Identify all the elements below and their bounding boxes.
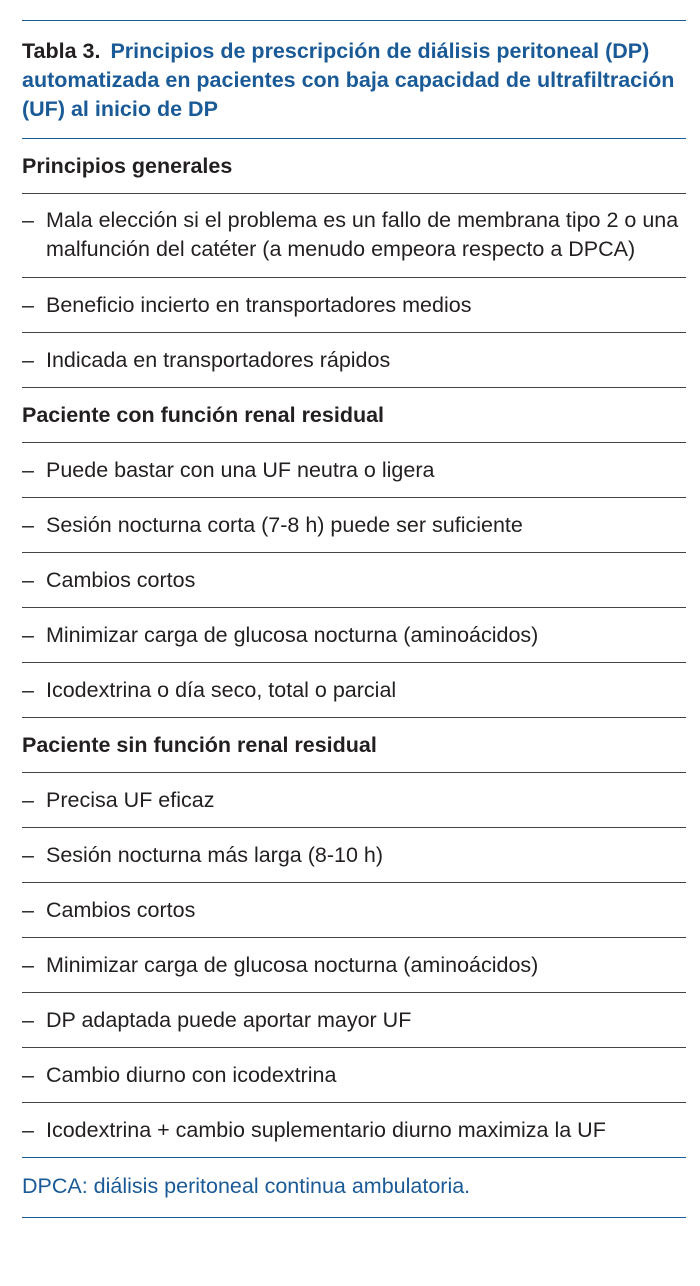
bullet-dash: – bbox=[22, 678, 34, 702]
table-row bbox=[22, 828, 686, 883]
table-row bbox=[22, 443, 686, 498]
table-3 bbox=[22, 20, 686, 1218]
row-text: Icodextrina o día seco, total o parcial bbox=[46, 678, 397, 702]
bullet-dash: – bbox=[22, 293, 34, 317]
row-text: DP adaptada puede aportar mayor UF bbox=[46, 1008, 412, 1032]
bullet-dash: – bbox=[22, 513, 34, 537]
table-row bbox=[22, 883, 686, 938]
section-heading-without-residual-function: Paciente sin función renal residual bbox=[22, 718, 686, 773]
row-text: Mala elección si el problema es un fallo de membrana tipo 2 o una malfunción del catéter (a menudo empeora respecto a DPCA) bbox=[46, 208, 679, 261]
table-row bbox=[22, 278, 686, 333]
bullet-dash: – bbox=[22, 953, 34, 977]
table-row bbox=[22, 993, 686, 1048]
bullet-dash: – bbox=[22, 348, 34, 372]
table-footnote: DPCA: diálisis peritoneal continua ambulatoria. bbox=[22, 1174, 471, 1198]
bullet-dash: – bbox=[22, 458, 34, 482]
table-row bbox=[22, 194, 686, 278]
row-text: Beneficio incierto en transportadores medios bbox=[46, 293, 472, 317]
row-text: Indicada en transportadores rápidos bbox=[46, 348, 391, 372]
row-text: Icodextrina + cambio suplementario diurno maximiza la UF bbox=[46, 1118, 606, 1142]
row-text: Sesión nocturna corta (7-8 h) puede ser suficiente bbox=[46, 513, 523, 537]
table-row bbox=[22, 1048, 686, 1103]
section-heading-general: Principios generales bbox=[22, 139, 686, 194]
row-text: Cambios cortos bbox=[46, 568, 196, 592]
table-row bbox=[22, 608, 686, 663]
table-row bbox=[22, 773, 686, 828]
table-row bbox=[22, 663, 686, 718]
bullet-dash: – bbox=[22, 843, 34, 867]
row-text: Minimizar carga de glucosa nocturna (aminoácidos) bbox=[46, 953, 539, 977]
bullet-dash: – bbox=[22, 623, 34, 647]
row-text: Cambio diurno con icodextrina bbox=[46, 1063, 337, 1087]
table-row bbox=[22, 333, 686, 388]
bullet-dash: – bbox=[22, 568, 34, 592]
bullet-dash: – bbox=[22, 1063, 34, 1087]
table-row bbox=[22, 553, 686, 608]
row-text: Cambios cortos bbox=[46, 898, 196, 922]
bullet-dash: – bbox=[22, 208, 34, 232]
bullet-dash: – bbox=[22, 898, 34, 922]
bullet-dash: – bbox=[22, 1118, 34, 1142]
row-text: Precisa UF eficaz bbox=[46, 788, 215, 812]
bullet-dash: – bbox=[22, 1008, 34, 1032]
table-row bbox=[22, 498, 686, 553]
section-heading-with-residual-function: Paciente con función renal residual bbox=[22, 388, 686, 443]
table-caption bbox=[22, 21, 686, 138]
table-label: Tabla 3. bbox=[22, 39, 101, 63]
row-text: Sesión nocturna más larga (8-10 h) bbox=[46, 843, 384, 867]
table-title: Principios de prescripción de diálisis peritoneal (DP) automatizada en pacientes con baja capacidad de ultrafiltración (UF) al inicio de DP bbox=[22, 39, 675, 121]
bottom-rule bbox=[22, 1217, 686, 1218]
table-row bbox=[22, 938, 686, 993]
table-row bbox=[22, 1103, 686, 1158]
bullet-dash: – bbox=[22, 788, 34, 812]
row-text: Puede bastar con una UF neutra o ligera bbox=[46, 458, 435, 482]
row-text: Minimizar carga de glucosa nocturna (aminoácidos) bbox=[46, 623, 539, 647]
